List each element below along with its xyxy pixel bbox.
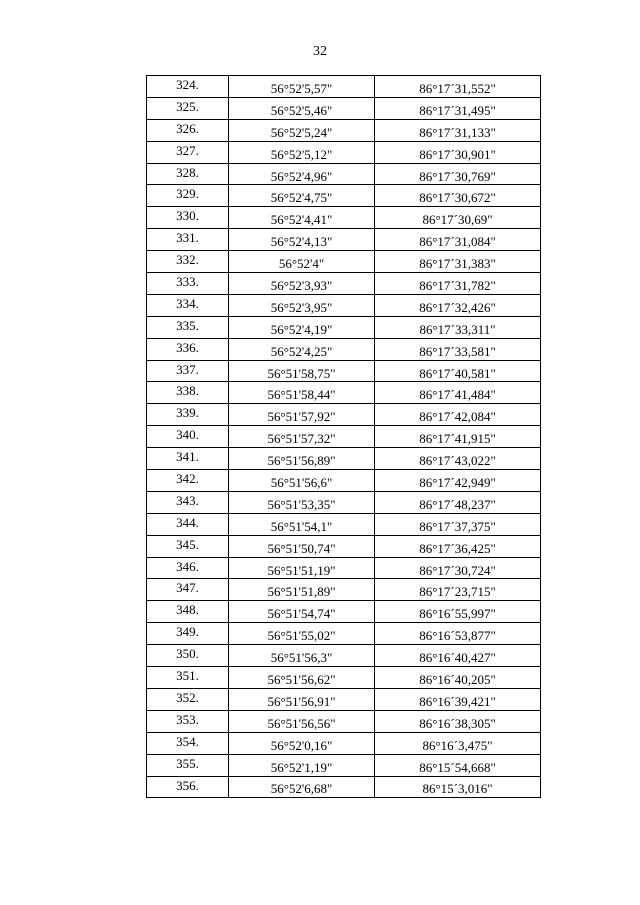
table-row	[147, 273, 541, 295]
point-number-cell: 354.	[147, 732, 229, 754]
point-number-cell: 336.	[147, 338, 229, 360]
longitude-cell: 86°17´30,901"	[375, 141, 541, 163]
table-row	[147, 207, 541, 229]
latitude-cell: 56°52'3,93"	[229, 273, 375, 295]
longitude-cell: 86°16´38,305"	[375, 710, 541, 732]
point-number-cell: 343.	[147, 491, 229, 513]
longitude-cell: 86°17´37,375"	[375, 513, 541, 535]
table-row	[147, 185, 541, 207]
point-number-cell: 339.	[147, 404, 229, 426]
point-number-cell: 342.	[147, 470, 229, 492]
point-number-cell: 334.	[147, 294, 229, 316]
longitude-cell: 86°17´40,581"	[375, 360, 541, 382]
point-number-cell: 330.	[147, 207, 229, 229]
point-number-cell: 333.	[147, 273, 229, 295]
point-number-cell: 352.	[147, 688, 229, 710]
longitude-cell: 86°16´3,475"	[375, 732, 541, 754]
latitude-cell: 56°52'1,19"	[229, 754, 375, 776]
table-row	[147, 732, 541, 754]
latitude-cell: 56°51'57,32"	[229, 426, 375, 448]
longitude-cell: 86°17´23,715"	[375, 579, 541, 601]
longitude-cell: 86°15´3,016"	[375, 776, 541, 798]
latitude-cell: 56°52'5,12"	[229, 141, 375, 163]
longitude-cell: 86°17´36,425"	[375, 535, 541, 557]
point-number-cell: 356.	[147, 776, 229, 798]
point-number-cell: 328.	[147, 163, 229, 185]
longitude-cell: 86°17´31,495"	[375, 97, 541, 119]
latitude-cell: 56°52'6,68"	[229, 776, 375, 798]
longitude-cell: 86°17´41,915"	[375, 426, 541, 448]
table-row	[147, 513, 541, 535]
latitude-cell: 56°51'56,3"	[229, 645, 375, 667]
table-row	[147, 251, 541, 273]
table-row	[147, 426, 541, 448]
longitude-cell: 86°17´30,69"	[375, 207, 541, 229]
longitude-cell: 86°17´31,782"	[375, 273, 541, 295]
latitude-cell: 56°52'3,95"	[229, 294, 375, 316]
latitude-cell: 56°52'4,75"	[229, 185, 375, 207]
table-row	[147, 754, 541, 776]
longitude-cell: 86°16´55,997"	[375, 601, 541, 623]
latitude-cell: 56°51'57,92"	[229, 404, 375, 426]
longitude-cell: 86°17´30,724"	[375, 557, 541, 579]
table-row	[147, 294, 541, 316]
table-row	[147, 601, 541, 623]
latitude-cell: 56°52'5,24"	[229, 119, 375, 141]
table-row	[147, 76, 541, 98]
longitude-cell: 86°16´40,427"	[375, 645, 541, 667]
point-number-cell: 355.	[147, 754, 229, 776]
point-number-cell: 353.	[147, 710, 229, 732]
longitude-cell: 86°17´31,133"	[375, 119, 541, 141]
table-row	[147, 623, 541, 645]
longitude-cell: 86°17´48,237"	[375, 491, 541, 513]
longitude-cell: 86°17´33,581"	[375, 338, 541, 360]
longitude-cell: 86°15´54,668"	[375, 754, 541, 776]
latitude-cell: 56°51'55,02"	[229, 623, 375, 645]
longitude-cell: 86°17´30,769"	[375, 163, 541, 185]
table-row	[147, 141, 541, 163]
point-number-cell: 347.	[147, 579, 229, 601]
point-number-cell: 325.	[147, 97, 229, 119]
latitude-cell: 56°51'54,74"	[229, 601, 375, 623]
longitude-cell: 86°16´53,877"	[375, 623, 541, 645]
longitude-cell: 86°17´31,552"	[375, 76, 541, 98]
table-row	[147, 163, 541, 185]
point-number-cell: 338.	[147, 382, 229, 404]
longitude-cell: 86°17´33,311"	[375, 316, 541, 338]
latitude-cell: 56°52'4,19"	[229, 316, 375, 338]
latitude-cell: 56°52'5,57"	[229, 76, 375, 98]
point-number-cell: 326.	[147, 119, 229, 141]
table-row	[147, 535, 541, 557]
table-row	[147, 338, 541, 360]
latitude-cell: 56°51'54,1"	[229, 513, 375, 535]
table-row	[147, 579, 541, 601]
point-number-cell: 346.	[147, 557, 229, 579]
latitude-cell: 56°51'53,35"	[229, 491, 375, 513]
longitude-cell: 86°16´39,421"	[375, 688, 541, 710]
longitude-cell: 86°17´42,084"	[375, 404, 541, 426]
point-number-cell: 340.	[147, 426, 229, 448]
point-number-cell: 348.	[147, 601, 229, 623]
page-number: 32	[313, 44, 327, 59]
latitude-cell: 56°52'0,16"	[229, 732, 375, 754]
table-row	[147, 404, 541, 426]
latitude-cell: 56°51'56,91"	[229, 688, 375, 710]
table-row	[147, 229, 541, 251]
longitude-cell: 86°17´31,383"	[375, 251, 541, 273]
longitude-cell: 86°17´42,949"	[375, 470, 541, 492]
coordinates-table	[146, 75, 541, 798]
coordinates-table-body	[147, 76, 541, 798]
table-row	[147, 710, 541, 732]
longitude-cell: 86°17´43,022"	[375, 448, 541, 470]
longitude-cell: 86°16´40,205"	[375, 667, 541, 689]
point-number-cell: 351.	[147, 667, 229, 689]
point-number-cell: 335.	[147, 316, 229, 338]
latitude-cell: 56°51'56,62"	[229, 667, 375, 689]
point-number-cell: 350.	[147, 645, 229, 667]
table-row	[147, 470, 541, 492]
table-row	[147, 688, 541, 710]
table-row	[147, 382, 541, 404]
latitude-cell: 56°51'56,6"	[229, 470, 375, 492]
table-row	[147, 667, 541, 689]
point-number-cell: 324.	[147, 76, 229, 98]
table-row	[147, 776, 541, 798]
table-row	[147, 119, 541, 141]
latitude-cell: 56°52'4,13"	[229, 229, 375, 251]
table-row	[147, 360, 541, 382]
longitude-cell: 86°17´31,084"	[375, 229, 541, 251]
latitude-cell: 56°51'51,19"	[229, 557, 375, 579]
latitude-cell: 56°51'58,44"	[229, 382, 375, 404]
latitude-cell: 56°52'5,46"	[229, 97, 375, 119]
longitude-cell: 86°17´32,426"	[375, 294, 541, 316]
latitude-cell: 56°52'4,96"	[229, 163, 375, 185]
latitude-cell: 56°51'56,89"	[229, 448, 375, 470]
table-row	[147, 97, 541, 119]
table-row	[147, 557, 541, 579]
latitude-cell: 56°52'4,41"	[229, 207, 375, 229]
point-number-cell: 331.	[147, 229, 229, 251]
latitude-cell: 56°51'50,74"	[229, 535, 375, 557]
table-row	[147, 316, 541, 338]
table-row	[147, 448, 541, 470]
point-number-cell: 332.	[147, 251, 229, 273]
point-number-cell: 327.	[147, 141, 229, 163]
latitude-cell: 56°52'4,25"	[229, 338, 375, 360]
point-number-cell: 329.	[147, 185, 229, 207]
latitude-cell: 56°52'4"	[229, 251, 375, 273]
point-number-cell: 345.	[147, 535, 229, 557]
latitude-cell: 56°51'56,56"	[229, 710, 375, 732]
point-number-cell: 341.	[147, 448, 229, 470]
longitude-cell: 86°17´41,484"	[375, 382, 541, 404]
latitude-cell: 56°51'58,75"	[229, 360, 375, 382]
point-number-cell: 344.	[147, 513, 229, 535]
latitude-cell: 56°51'51,89"	[229, 579, 375, 601]
point-number-cell: 349.	[147, 623, 229, 645]
table-row	[147, 645, 541, 667]
table-row	[147, 491, 541, 513]
longitude-cell: 86°17´30,672"	[375, 185, 541, 207]
point-number-cell: 337.	[147, 360, 229, 382]
